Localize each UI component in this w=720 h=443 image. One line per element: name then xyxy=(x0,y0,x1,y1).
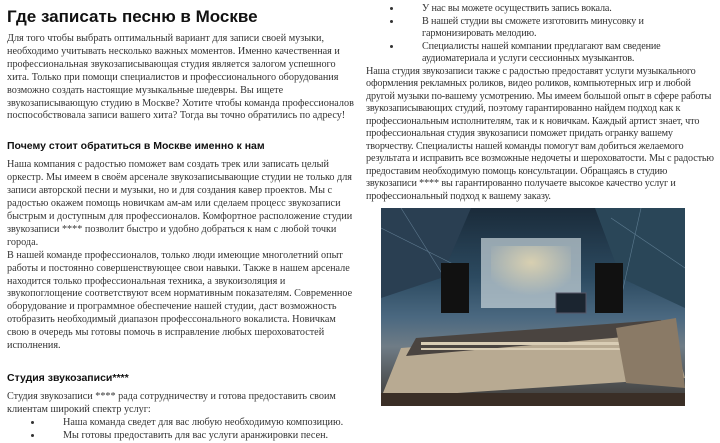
list-item: • У нас вы можете осуществить запись вокала. xyxy=(402,3,716,16)
list-item: • Мы готовы предоставить для вас услуги аранжировки песен. xyxy=(43,430,357,443)
spacer xyxy=(7,353,357,372)
speaker-right xyxy=(595,263,623,313)
intro-paragraph: Для того чтобы выбрать оптимальный вариант для записи своей музыки, необходимо учитывать несколько важных моментов. Именно качественная и профессиональная звукозаписывающая студия является залогом успешного хита. Только при помощи специалистов и профессионального оборудования возможно создать настоящие музыкальные шедевры. Вы ищете звукозаписывающую студию в Москве? Хотите чтобы команда профессионалов поспособствовала записи вашего хита? Тогда вы точно обратились по адресу! xyxy=(7,33,354,122)
spacer xyxy=(7,123,357,140)
why-paragraph-2: В нашей команде профессионалов, только люди имеющие многолетний опыт работы и постоянно совершенствующее свои навыки. Также в нашем арсенале находится только профессиональная техника, а звукоизоляция и звукопоглощение соответствуют всем нормативным показателям. Современное оборудование и программное обеспечение нашей студии, даст возможность отобразить необходимый диапазон профессонального вокалиста. Новичкам свою в очередь мы готовы помочь в исправление любых шероховатостей исполнения. xyxy=(7,249,353,352)
why-paragraph-1: Наша компания с радостью поможет вам создать трек или записать целый оркестр. Мы имеем в своём арсенале звукозаписывающие студии не только для записи авторской песни и музыки, но и для создания кавер проектов. Мы с радостью окажем помощь новичкам ам-ам или сделаем процесс звукозаписи быстрым и доступным для профессионалов. Комфортное расположение студии звукозаписи **** позволит быстро и удобно добраться к нам с любой точки города. xyxy=(7,159,353,248)
left-column xyxy=(7,0,357,443)
list-item: • Наша команда сведет для вас любую необходимую композицию. xyxy=(43,417,357,430)
services-paragraph: Наша студия звукозаписи также с радостью предоставят услуги музыкального оформления рекламных роликов, видео роликов, компьютерных игр и любой другой музыки по-вашему усмотрению. Мы имеем большой опыт в сфере работы звукозаписывающих студий, поэтому гарантированно найдем подход как к профессиональным исполнителям, так и к новичкам. Каждый артист знает, что профессиональная студия звукозаписи поможет придать огранку вашему творчеству. Специалисты нашей команды помогут вам добиться желаемого результата и исправить все возможные недочеты и шероховатости. Мы с радостью предоставим необходимую помощь консультации. Обращаясь в студию звукозаписи **** вы гарантированно получаете высокое качество услуг и профессиональный подход к вашему заказу. xyxy=(366,65,714,202)
list-item: • В нашей студии вы сможете изготовить минусовку и гармонизировать мелодию. xyxy=(402,16,716,41)
monitor-screen xyxy=(556,293,586,313)
list-item: • Специалисты нашей компании предлагают вам сведение аудиоматериала и услуги сессионных музыкантов. xyxy=(402,41,716,66)
studio-photo xyxy=(381,208,685,406)
studio-paragraph: Студия звукозаписи **** рада сотрудничеству и готова предоставить своим клиентам широкий спектр услуг: xyxy=(7,390,336,415)
page-title: Где записать песню в Москве xyxy=(7,7,258,26)
studio-illustration xyxy=(381,208,685,406)
chair xyxy=(616,318,685,388)
services-list-continued xyxy=(366,3,716,66)
studio-heading: Студия звукозаписи**** xyxy=(7,371,129,384)
services-list xyxy=(7,417,357,443)
right-column xyxy=(366,0,716,203)
speaker-left xyxy=(441,263,469,313)
why-heading: Почему стоит обратиться в Москве именно к нам xyxy=(7,140,265,153)
